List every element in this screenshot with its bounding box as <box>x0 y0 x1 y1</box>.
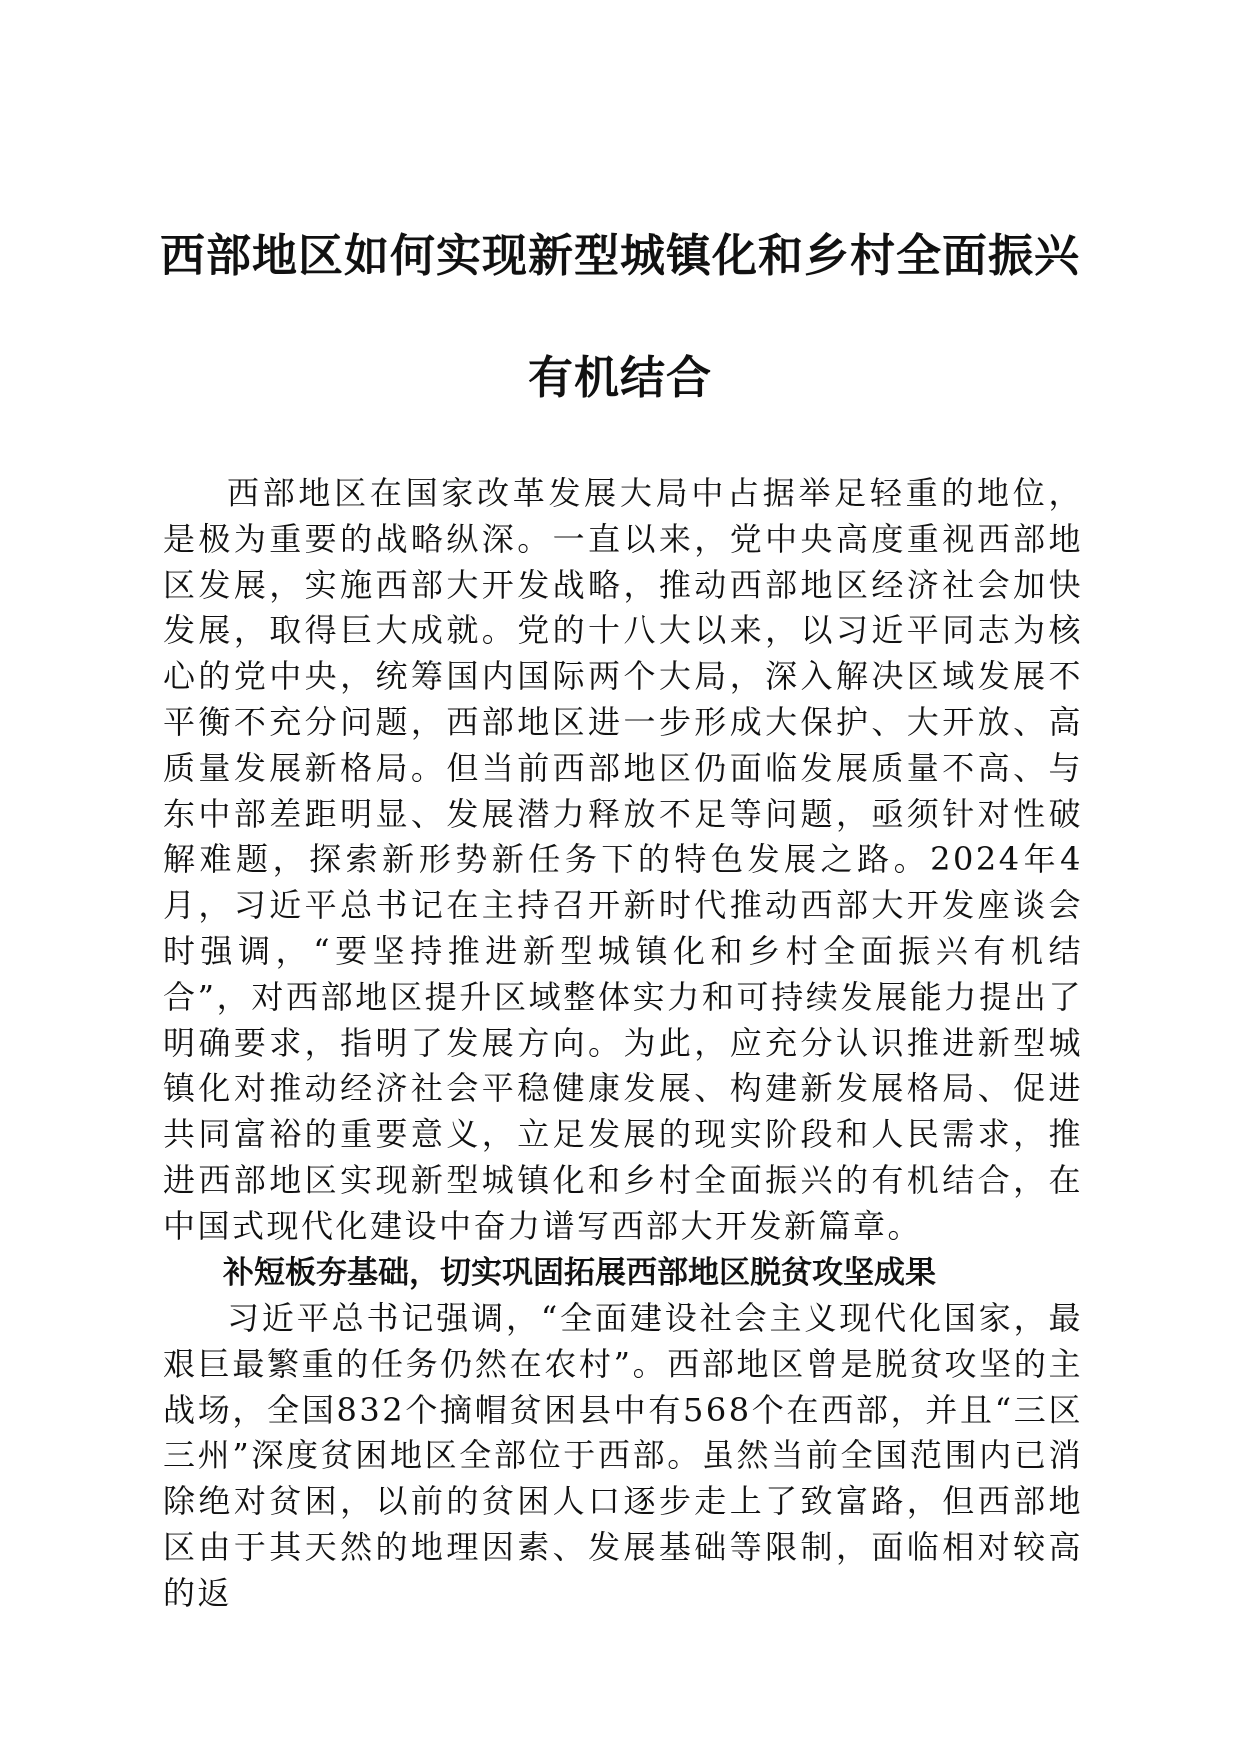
document-title-line-2: 有机结合 <box>527 351 712 404</box>
body-paragraph-section-1: 习近平总书记强调，“全面建设社会主义现代化国家，最艰巨最繁重的任务仍然在农村”。西部地区曾是脱贫攻坚的主战场，全国832个摘帽贫困县中有568个在西部，并且“三区三州”深度贫困地区全部位于西部。虽然当前全国范围内已消除绝对贫困，以前的贫困人口逐步走上了致富路，但西部地区由于其天然的地理因素、发展基础等限制，面临相对较高的返 <box>163 1299 1083 1612</box>
body-paragraph-intro: 西部地区在国家改革发展大局中占据举足轻重的地位，是极为重要的战略纵深。一直以来，党中央高度重视西部地区发展，实施西部大开发战略，推动西部地区经济社会加快发展，取得巨大成就。党的十八大以来，以习近平同志为核心的党中央，统筹国内国际两个大局，深入解决区域发展不平衡不充分问题，西部地区进一步形成大保护、大开放、高质量发展新格局。但当前西部地区仍面临发展质量不高、与东中部差距明显、发展潜力释放不足等问题，亟须针对性破解难题，探索新形势新任务下的特色发展之路。2024年4月，习近平总书记在主持召开新时代推动西部大开发座谈会时强调，“要坚持推进新型城镇化和乡村全面振兴有机结合”，对西部地区提升区域整体实力和可持续发展能力提出了明确要求，指明了发展方向。为此，应充分认识推进新型城镇化对推动经济社会平稳健康发展、构建新发展格局、促进共同富裕的重要意义，立足发展的现实阶段和人民需求，推进西部地区实现新型城镇化和乡村全面振兴的有机结合，在中国式现代化建设中奋力谱写西部大开发新篇章。 <box>163 474 1083 1245</box>
section-heading: 补短板夯基础，切实巩固拓展西部地区脱贫攻坚成果 <box>223 1255 936 1291</box>
document-title-line-1: 西部地区如何实现新型城镇化和乡村全面振兴 <box>159 229 1080 282</box>
